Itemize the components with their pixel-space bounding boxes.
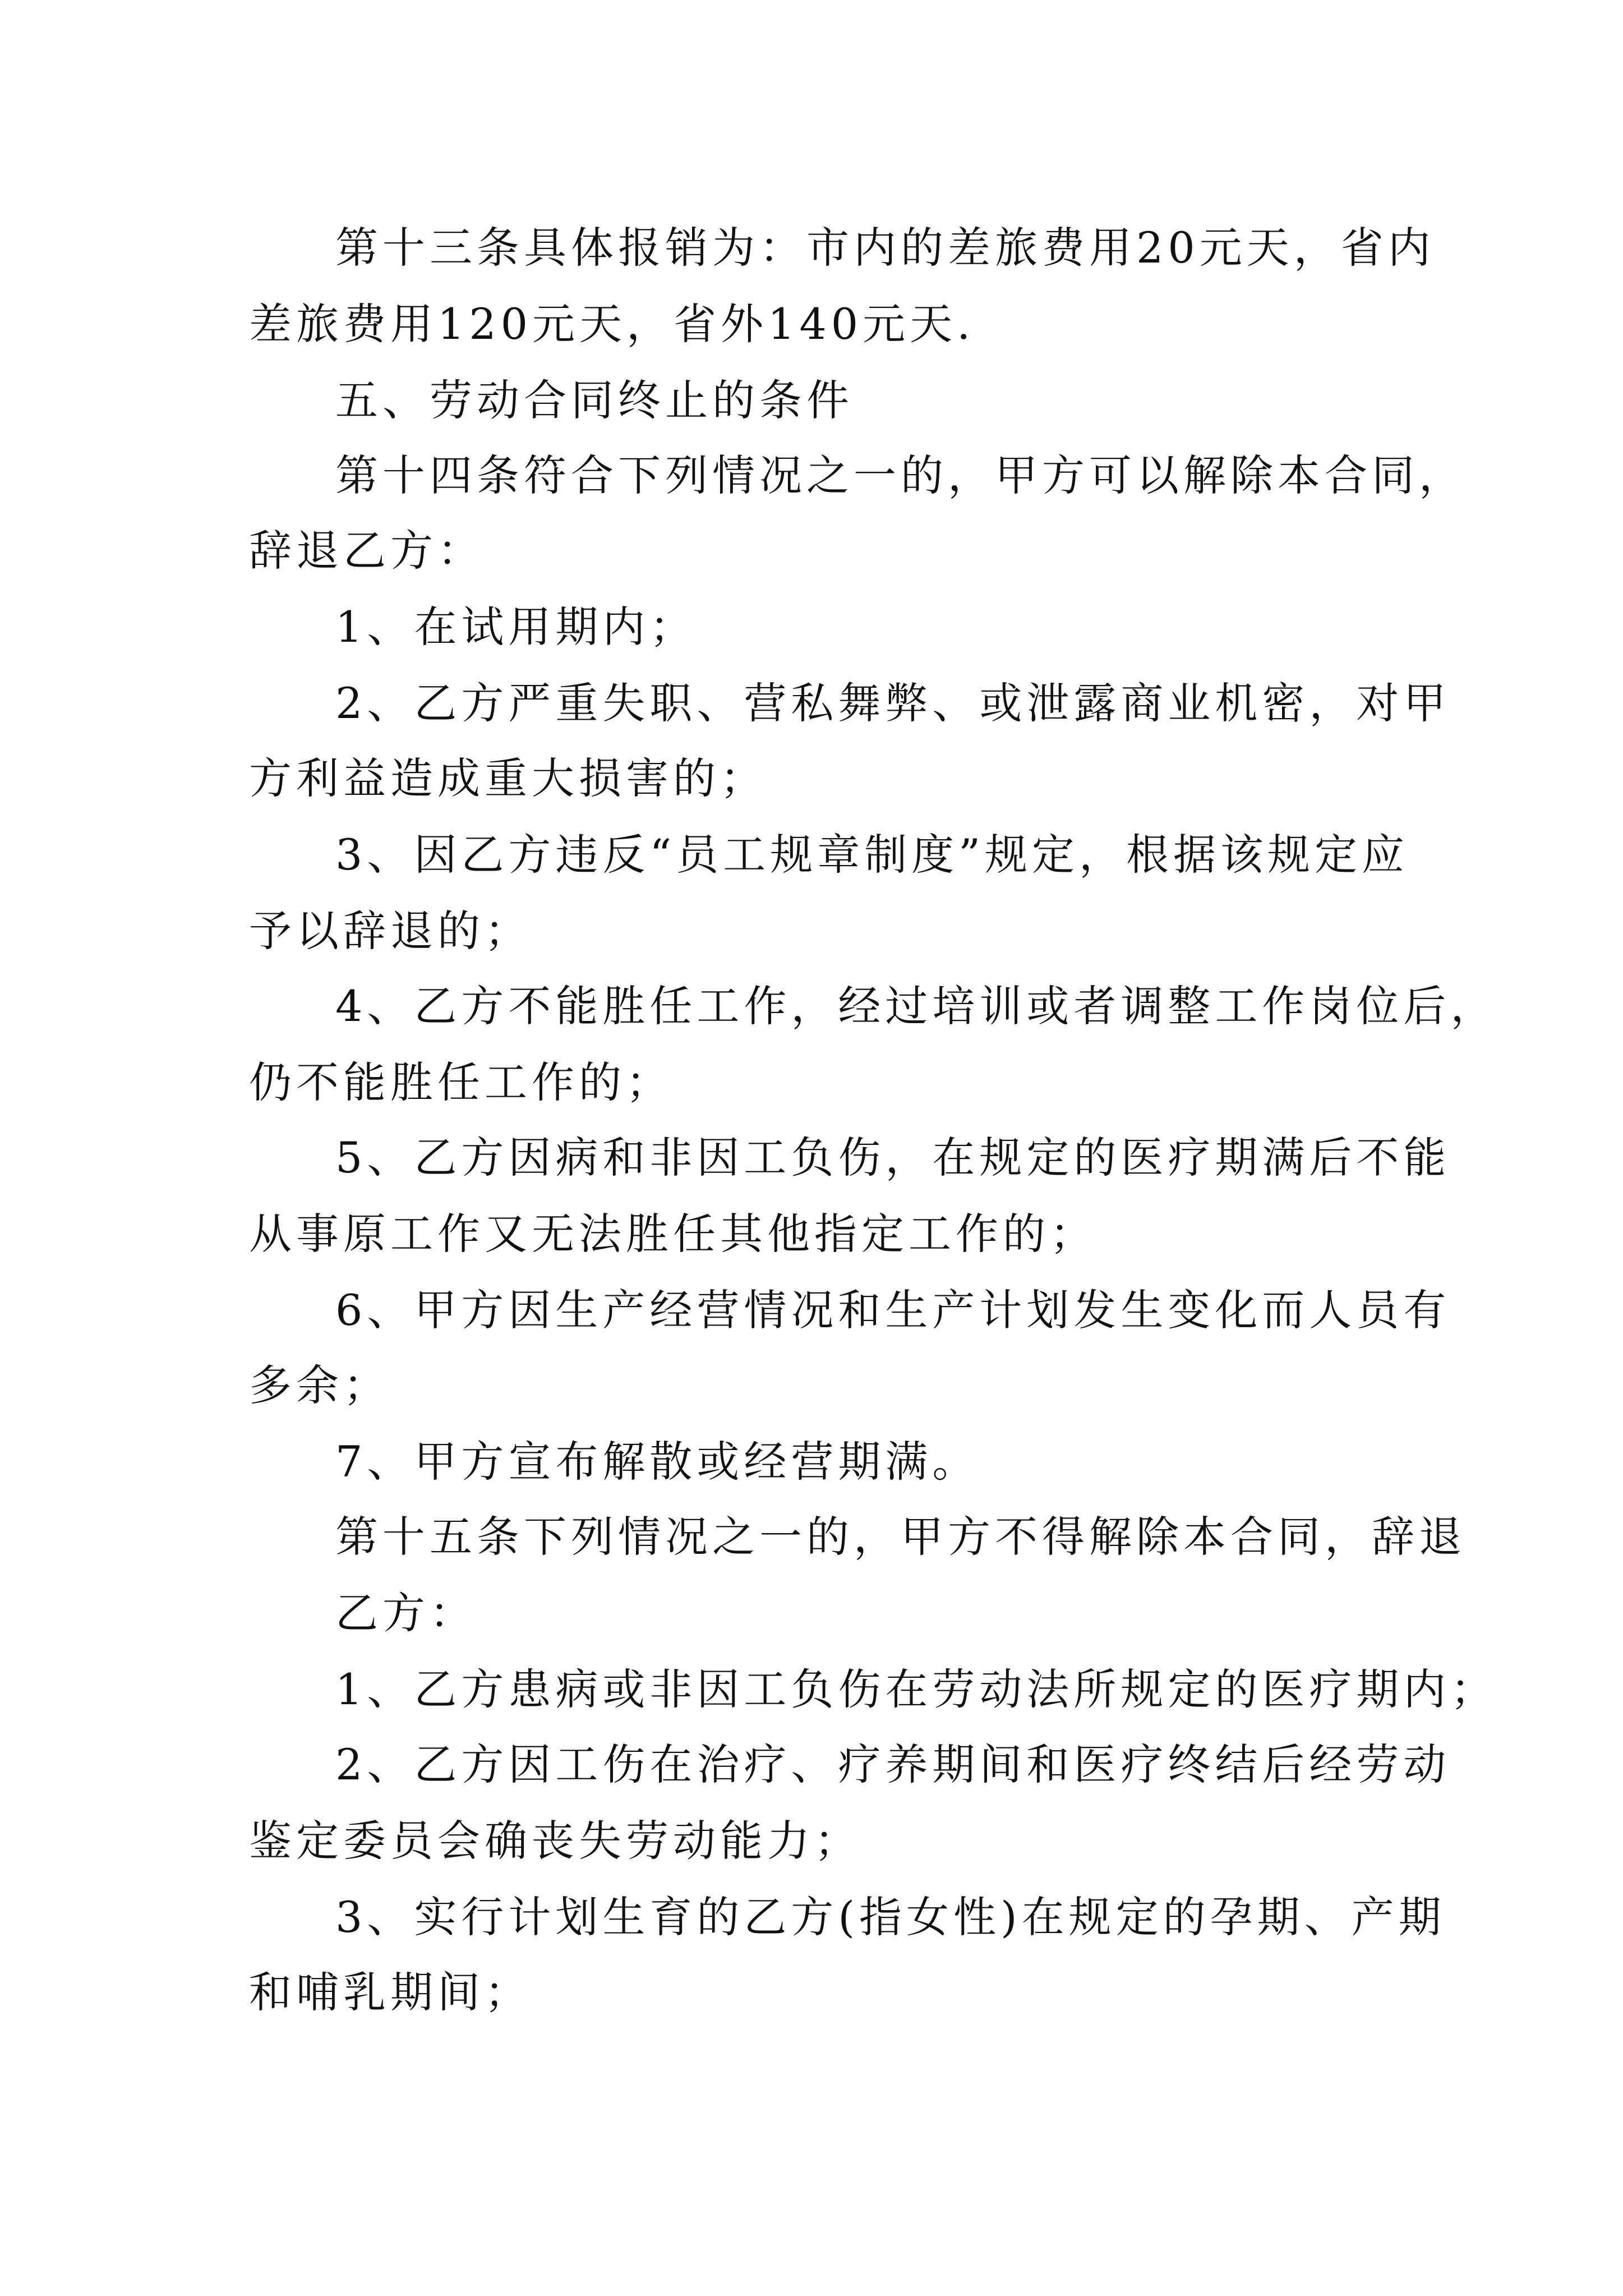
text-line: 从事原工作又无法胜任其他指定工作的； bbox=[249, 1209, 1097, 1259]
list-item: 3、因乙方违反“员工规章制度”规定，根据该规定应 bbox=[335, 830, 1409, 880]
list-item: 7、甲方宣布解散或经营期满。 bbox=[335, 1437, 980, 1487]
list-item: 5、乙方因病和非因工负伤，在规定的医疗期满后不能 bbox=[335, 1133, 1451, 1182]
text-line: 鉴定委员会确丧失劳动能力； bbox=[249, 1816, 861, 1866]
text-line: 辞退乙方： bbox=[249, 526, 485, 576]
text-line: 方利益造成重大损害的； bbox=[249, 753, 767, 803]
text-line: 第十五条下列情况之一的，甲方不得解除本合同，辞退 bbox=[335, 1512, 1466, 1562]
list-item: 2、乙方因工伤在治疗、疗养期间和医疗终结后经劳动 bbox=[335, 1740, 1451, 1789]
text-line: 差旅费用120元天，省外140元天. bbox=[249, 299, 975, 349]
text-line: 第十四条符合下列情况之一的，甲方可以解除本合同， bbox=[335, 450, 1466, 500]
text-line: 多余； bbox=[249, 1360, 390, 1410]
list-item: 1、乙方患病或非因工负伤在劳动法所规定的医疗期内； bbox=[335, 1664, 1498, 1714]
list-item: 4、乙方不能胜任工作，经过培训或者调整工作岗位后， bbox=[335, 981, 1498, 1031]
list-item: 6、甲方因生产经营情况和生产计划发生变化而人员有 bbox=[335, 1285, 1451, 1335]
text-line: 予以辞退的； bbox=[249, 906, 532, 956]
list-item: 1、在试用期内； bbox=[335, 602, 697, 652]
text-line: 乙方： bbox=[335, 1588, 477, 1638]
section-heading: 五、劳动合同终止的条件 bbox=[335, 375, 854, 425]
text-line: 仍不能胜任工作的； bbox=[249, 1057, 673, 1107]
list-item: 2、乙方严重失职、营私舞弊、或泄露商业机密，对甲 bbox=[335, 678, 1451, 728]
text-line: 第十三条具体报销为：市内的差旅费用20元天，省内 bbox=[335, 223, 1435, 273]
list-item: 3、实行计划生育的乙方(指女性)在规定的孕期、产期 bbox=[335, 1892, 1446, 1942]
text-line: 和哺乳期间； bbox=[249, 1967, 532, 2017]
